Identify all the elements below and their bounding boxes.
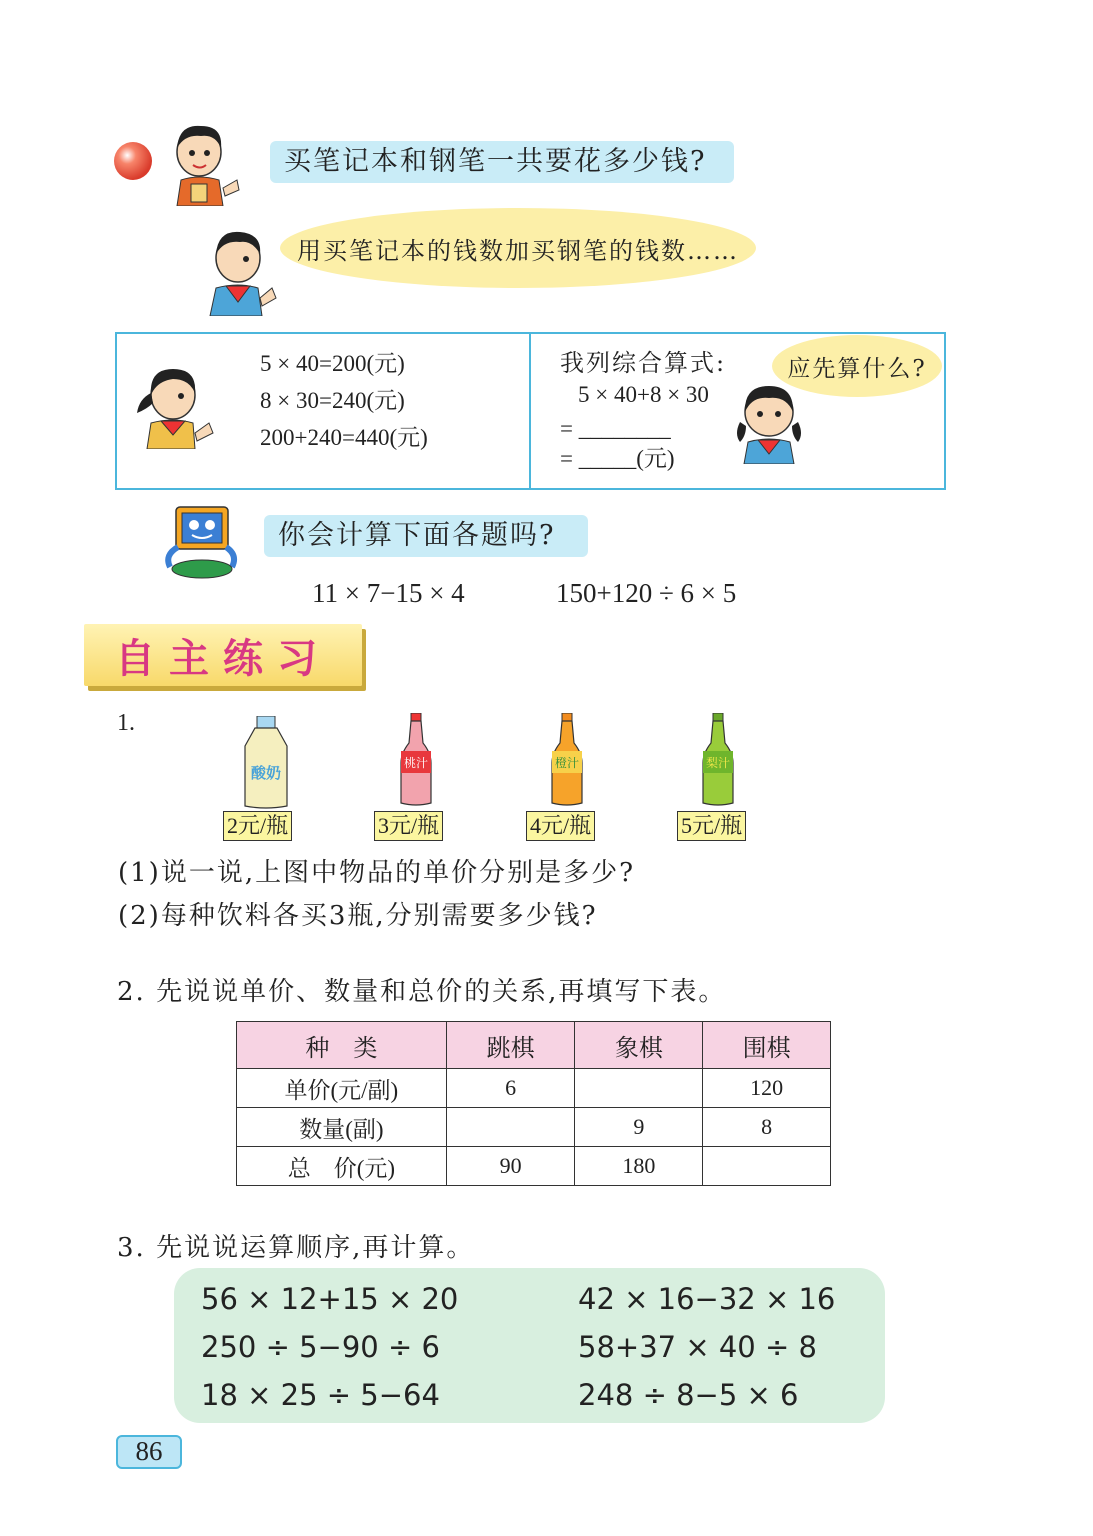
exercise-1-question-2: (2)每种饮料各买3瓶,分别需要多少钱? xyxy=(118,901,598,931)
computer-robot-illustration xyxy=(160,503,240,581)
table-cell: 180 xyxy=(575,1147,703,1186)
exercise-3-instruction: 3. 先说说运算顺序,再计算。 xyxy=(117,1233,475,1263)
row-label: 数量(副) xyxy=(237,1108,447,1147)
table-cell: 120 xyxy=(703,1069,831,1108)
exercise-1-question-1: (1)说一说,上图中物品的单价分别是多少? xyxy=(118,858,636,888)
exercise-3-expr: 58+37 × 40 ÷ 8 xyxy=(578,1330,817,1364)
answer-blank-1: = ________ xyxy=(560,416,671,441)
table-cell-blank xyxy=(575,1069,703,1108)
table-header-cell: 种 类 xyxy=(237,1022,447,1069)
combined-formula-title: 我列综合算式: xyxy=(560,349,727,377)
table-header-cell: 跳棋 xyxy=(446,1022,575,1069)
orange-juice-label: 橙汁 xyxy=(554,756,580,770)
answer-text: 用买笔记本的钱数加买钢笔的钱数…… xyxy=(297,236,739,265)
girl-illustration-right xyxy=(732,382,806,464)
price-tag-yogurt: 2元/瓶 xyxy=(223,811,292,841)
table-row xyxy=(237,1069,831,1108)
table-header-cell: 围棋 xyxy=(703,1022,831,1069)
exercise-1-number: 1. xyxy=(117,710,135,736)
table-row xyxy=(237,1108,831,1147)
table-cell: 6 xyxy=(446,1069,575,1108)
combined-formula: 5 × 40+8 × 30 xyxy=(578,382,709,407)
peach-juice-bottle xyxy=(399,713,433,807)
table-cell: 9 xyxy=(575,1108,703,1147)
table-header-cell: 象棋 xyxy=(575,1022,703,1069)
table-cell: 90 xyxy=(446,1147,575,1186)
table-cell-blank xyxy=(703,1147,831,1186)
table-cell-blank xyxy=(446,1108,575,1147)
try-expr-2: 150+120 ÷ 6 × 5 xyxy=(556,578,737,608)
section-heading: 自主练习 xyxy=(115,635,331,682)
exercise-3-expr: 250 ÷ 5−90 ÷ 6 xyxy=(201,1330,440,1364)
answer-bubble-1 xyxy=(280,208,756,288)
calc-line-2: 8 × 30=240(元) xyxy=(260,388,405,413)
row-label: 单价(元/副) xyxy=(237,1069,447,1108)
exercise-3-expr: 56 × 12+15 × 20 xyxy=(201,1282,459,1316)
exercise-3-expr: 42 × 16−32 × 16 xyxy=(578,1282,836,1316)
robot-question-bubble: 你会计算下面各题吗? xyxy=(264,515,588,557)
girl-illustration-left xyxy=(133,363,217,449)
price-tag-pear: 5元/瓶 xyxy=(677,811,746,841)
calc-line-3: 200+240=440(元) xyxy=(260,425,428,450)
exercise-3-expr: 18 × 25 ÷ 5−64 xyxy=(201,1378,440,1412)
peach-juice-label: 桃汁 xyxy=(403,756,429,770)
ball-icon xyxy=(113,141,153,181)
table-row xyxy=(237,1147,831,1186)
exercise-3-expr: 248 ÷ 8−5 × 6 xyxy=(578,1378,799,1412)
boy-illustration xyxy=(165,118,243,206)
orange-juice-bottle xyxy=(550,713,584,807)
page-number: 86 xyxy=(116,1435,182,1469)
price-table xyxy=(236,1021,831,1186)
table-cell: 8 xyxy=(703,1108,831,1147)
try-expr-1: 11 × 7−15 × 4 xyxy=(312,578,465,608)
price-tag-peach: 3元/瓶 xyxy=(374,811,443,841)
answer-blank-2: = _____(元) xyxy=(560,446,675,471)
row-label: 总 价(元) xyxy=(237,1147,447,1186)
pear-juice-label: 梨汁 xyxy=(705,756,731,770)
price-tag-orange: 4元/瓶 xyxy=(526,811,595,841)
girl-question-text: 应先算什么? xyxy=(787,355,927,382)
boy-with-scarf-illustration xyxy=(202,226,278,316)
yogurt-bottle xyxy=(241,716,291,810)
yogurt-label: 酸奶 xyxy=(250,764,282,782)
question-bubble-1: 买笔记本和钢笔一共要花多少钱? xyxy=(270,141,734,183)
calc-line-1: 5 × 40=200(元) xyxy=(260,351,405,376)
exercise-2-instruction: 2. 先说说单价、数量和总价的关系,再填写下表。 xyxy=(117,977,727,1007)
box-divider xyxy=(529,333,531,489)
section-heading-banner xyxy=(84,624,362,686)
table-header-row xyxy=(237,1022,831,1069)
pear-juice-bottle xyxy=(701,713,735,807)
